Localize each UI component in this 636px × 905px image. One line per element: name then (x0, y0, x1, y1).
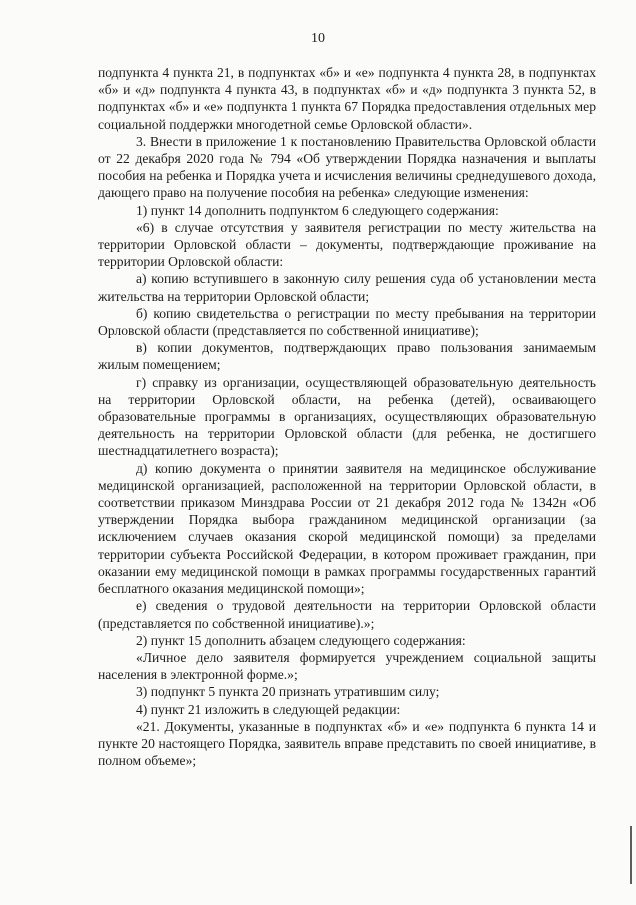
paragraph-quote-6: «6) в случае отсутствия у заявителя регистрации по месту жительства на территории Орловской области – документы, подтверждающие проживание на территории Орловской области: (98, 219, 596, 270)
paragraph-letter-a: а) копию вступившего в законную силу решения суда об установлении места жительства на территории Орловской области; (98, 271, 596, 304)
paragraph-quote-personal-file: «Личное дело заявителя формируется учреждением социальной защиты населения в электронной форме.»; (98, 649, 596, 683)
paragraph-continuation: подпункта 4 пункта 21, в подпунктах «б» и «е» подпункта 4 пункта 28, в подпунктах «б» и «д» подпункта 4 пункта 43, в подпунктах «б» и «д» подпункта 3 пункта 52, в подпунктах «б» и «е» подпункта 1 пункта 67 Порядка предоставления отдельных мер социальной поддержки многодетной семье Орловской области». (98, 65, 596, 132)
page-number: 10 (311, 31, 325, 46)
paragraph-subitem-3: 3) подпункт 5 пункта 20 признать утратившим силу; (136, 684, 440, 700)
scan-edge-mark (630, 826, 632, 884)
paragraph-quote-21: «21. Документы, указанные в подпунктах «б» и «е» подпункта 6 пункта 14 и пункте 20 настоящего Порядка, заявитель вправе представить по своей инициативе, в полном объеме»; (98, 718, 596, 769)
paragraph-letter-g: г) справку из организации, осуществляющей образовательную деятельность на территории Орловской области, на ребенка (детей), осваивающего образовательные программы в организациях, осуществляющих образовательную деятельность на территории Орловской области (для ребенка, не достигшего шестнадцатилетнего возраста); (98, 374, 596, 459)
paragraph-letter-b: б) копию свидетельства о регистрации по месту пребывания на территории Орловской области (представляется по собственной инициативе); (98, 305, 596, 339)
paragraph-subitem-2: 2) пункт 15 дополнить абзацем следующего содержания: (136, 632, 466, 648)
document-body (98, 64, 596, 769)
paragraph-letter-v: в) копии документов, подтверждающих право пользования занимаемым жилым помещением; (98, 340, 596, 373)
paragraph-item-3: 3. Внести в приложение 1 к постановлению Правительства Орловской области от 22 декабря 2020 года № 794 «Об утверждении Порядка назначения и выплаты пособия на ребенка и Порядка учета и исчисления величины среднедушевого дохода, дающего право на получение пособия на ребенка» следующие изменения: (98, 133, 596, 201)
paragraph-subitem-4: 4) пункт 21 изложить в следующей редакции: (136, 701, 401, 717)
paragraph-letter-e: е) сведения о трудовой деятельности на территории Орловской области (представляется по собственной инициативе).»; (98, 598, 596, 631)
paragraph-subitem-1: 1) пункт 14 дополнить подпунктом 6 следующего содержания: (136, 202, 499, 218)
paragraph-letter-d: д) копию документа о принятии заявителя на медицинское обслуживание медицинской организацией, расположенной на территории Орловской области, в соответствии приказом Минздрава России от 21 декабря 2012 года № 1342н «Об утверждении Порядка выбора гражданином медицинской организации (за исключением случаев оказания скорой медицинской помощи) за пределами территории субъекта Российской Федерации, в котором проживает гражданин, при оказании ему медицинской помощи в рамках программы государственных гарантий бесплатного оказания медицинской помощи»; (98, 460, 596, 597)
